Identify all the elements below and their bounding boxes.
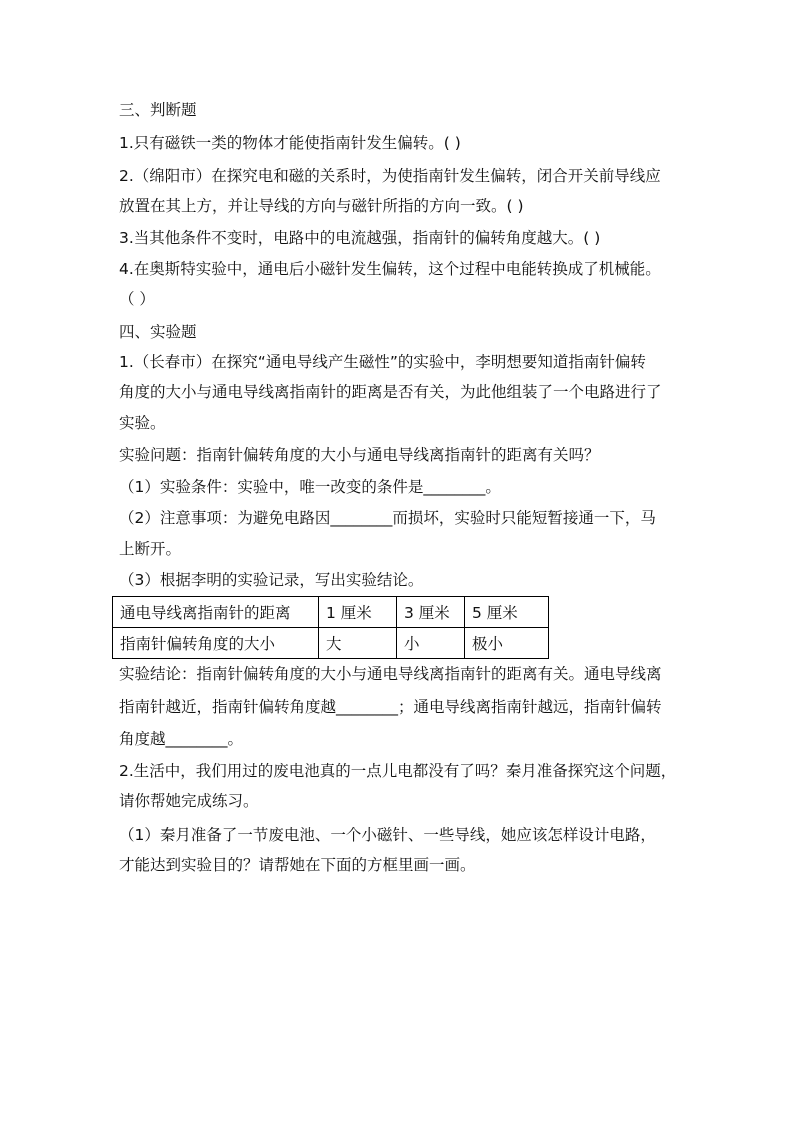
judge-question-2-line-1: 2.（绵阳市）在探究电和磁的关系时，为使指南针发生偏转，闭合开关前导线应 xyxy=(119,167,661,185)
section-4-title: 四、实验题 xyxy=(119,323,197,341)
table-cell: 极小 xyxy=(465,628,549,659)
conclusion-line-3: 角度越________。 xyxy=(119,730,244,748)
judge-question-1: 1.只有磁铁一类的物体才能使指南针发生偏转。( ) xyxy=(119,134,461,152)
experiment-2-sub-1-line-2: 才能达到实验目的？请帮她在下面的方框里画一画。 xyxy=(119,856,476,874)
judge-question-4-line-1: 4.在奥斯特实验中，通电后小磁针发生偏转，这个过程中电能转换成了机械能。 xyxy=(119,260,661,278)
conclusion-line-2: 指南针越近，指南针偏转角度越________；通电导线离指南针越远，指南针偏转 xyxy=(119,698,662,716)
judge-question-4-line-2: （ ） xyxy=(119,290,155,308)
table-cell: 指南针偏转角度的大小 xyxy=(113,628,319,659)
judge-question-2-line-2: 放置在其上方，并让导线的方向与磁针所指的方向一致。( ) xyxy=(119,197,524,215)
sub-question-3: （3）根据李明的实验记录，写出实验结论。 xyxy=(119,571,424,589)
sub-question-1: （1）实验条件：实验中，唯一改变的条件是________。 xyxy=(119,478,501,496)
experiment-1-line-3: 实验。 xyxy=(119,414,166,432)
table-row xyxy=(113,597,549,628)
judge-question-3: 3.当其他条件不变时，电路中的电流越强，指南针的偏转角度越大。( ) xyxy=(119,229,601,247)
table-cell: 3 厘米 xyxy=(397,597,465,628)
table-cell: 大 xyxy=(319,628,397,659)
table-cell: 1 厘米 xyxy=(319,597,397,628)
experiment-2-line-2: 请你帮她完成练习。 xyxy=(119,792,259,810)
table-cell: 小 xyxy=(397,628,465,659)
table-row xyxy=(113,628,549,659)
experiment-2-line-1: 2.生活中，我们用过的废电池真的一点儿电都没有了吗？秦月准备探究这个问题， xyxy=(119,762,677,780)
experiment-1-line-1: 1.（长春市）在探究“通电导线产生磁性”的实验中，李明想要知道指南针偏转 xyxy=(119,353,646,371)
table-cell: 通电导线离指南针的距离 xyxy=(113,597,319,628)
experiment-record-table xyxy=(112,596,549,659)
conclusion-line-1: 实验结论：指南针偏转角度的大小与通电导线离指南针的距离有关。通电导线离 xyxy=(119,665,662,683)
experiment-2-sub-1-line-1: （1）秦月准备了一节废电池、一个小磁针、一些导线，她应该怎样设计电路， xyxy=(119,826,656,844)
section-3-title: 三、判断题 xyxy=(119,101,197,119)
experiment-question: 实验问题：指南针偏转角度的大小与通电导线离指南针的距离有关吗？ xyxy=(119,446,600,464)
sub-question-2-line-1: （2）注意事项：为避免电路因________而损坏，实验时只能短暂接通一下，马 xyxy=(119,509,656,527)
table-cell: 5 厘米 xyxy=(465,597,549,628)
experiment-1-line-2: 角度的大小与通电导线离指南针的距离是否有关，为此他组装了一个电路进行了 xyxy=(119,383,662,401)
sub-question-2-line-2: 上断开。 xyxy=(119,540,182,558)
